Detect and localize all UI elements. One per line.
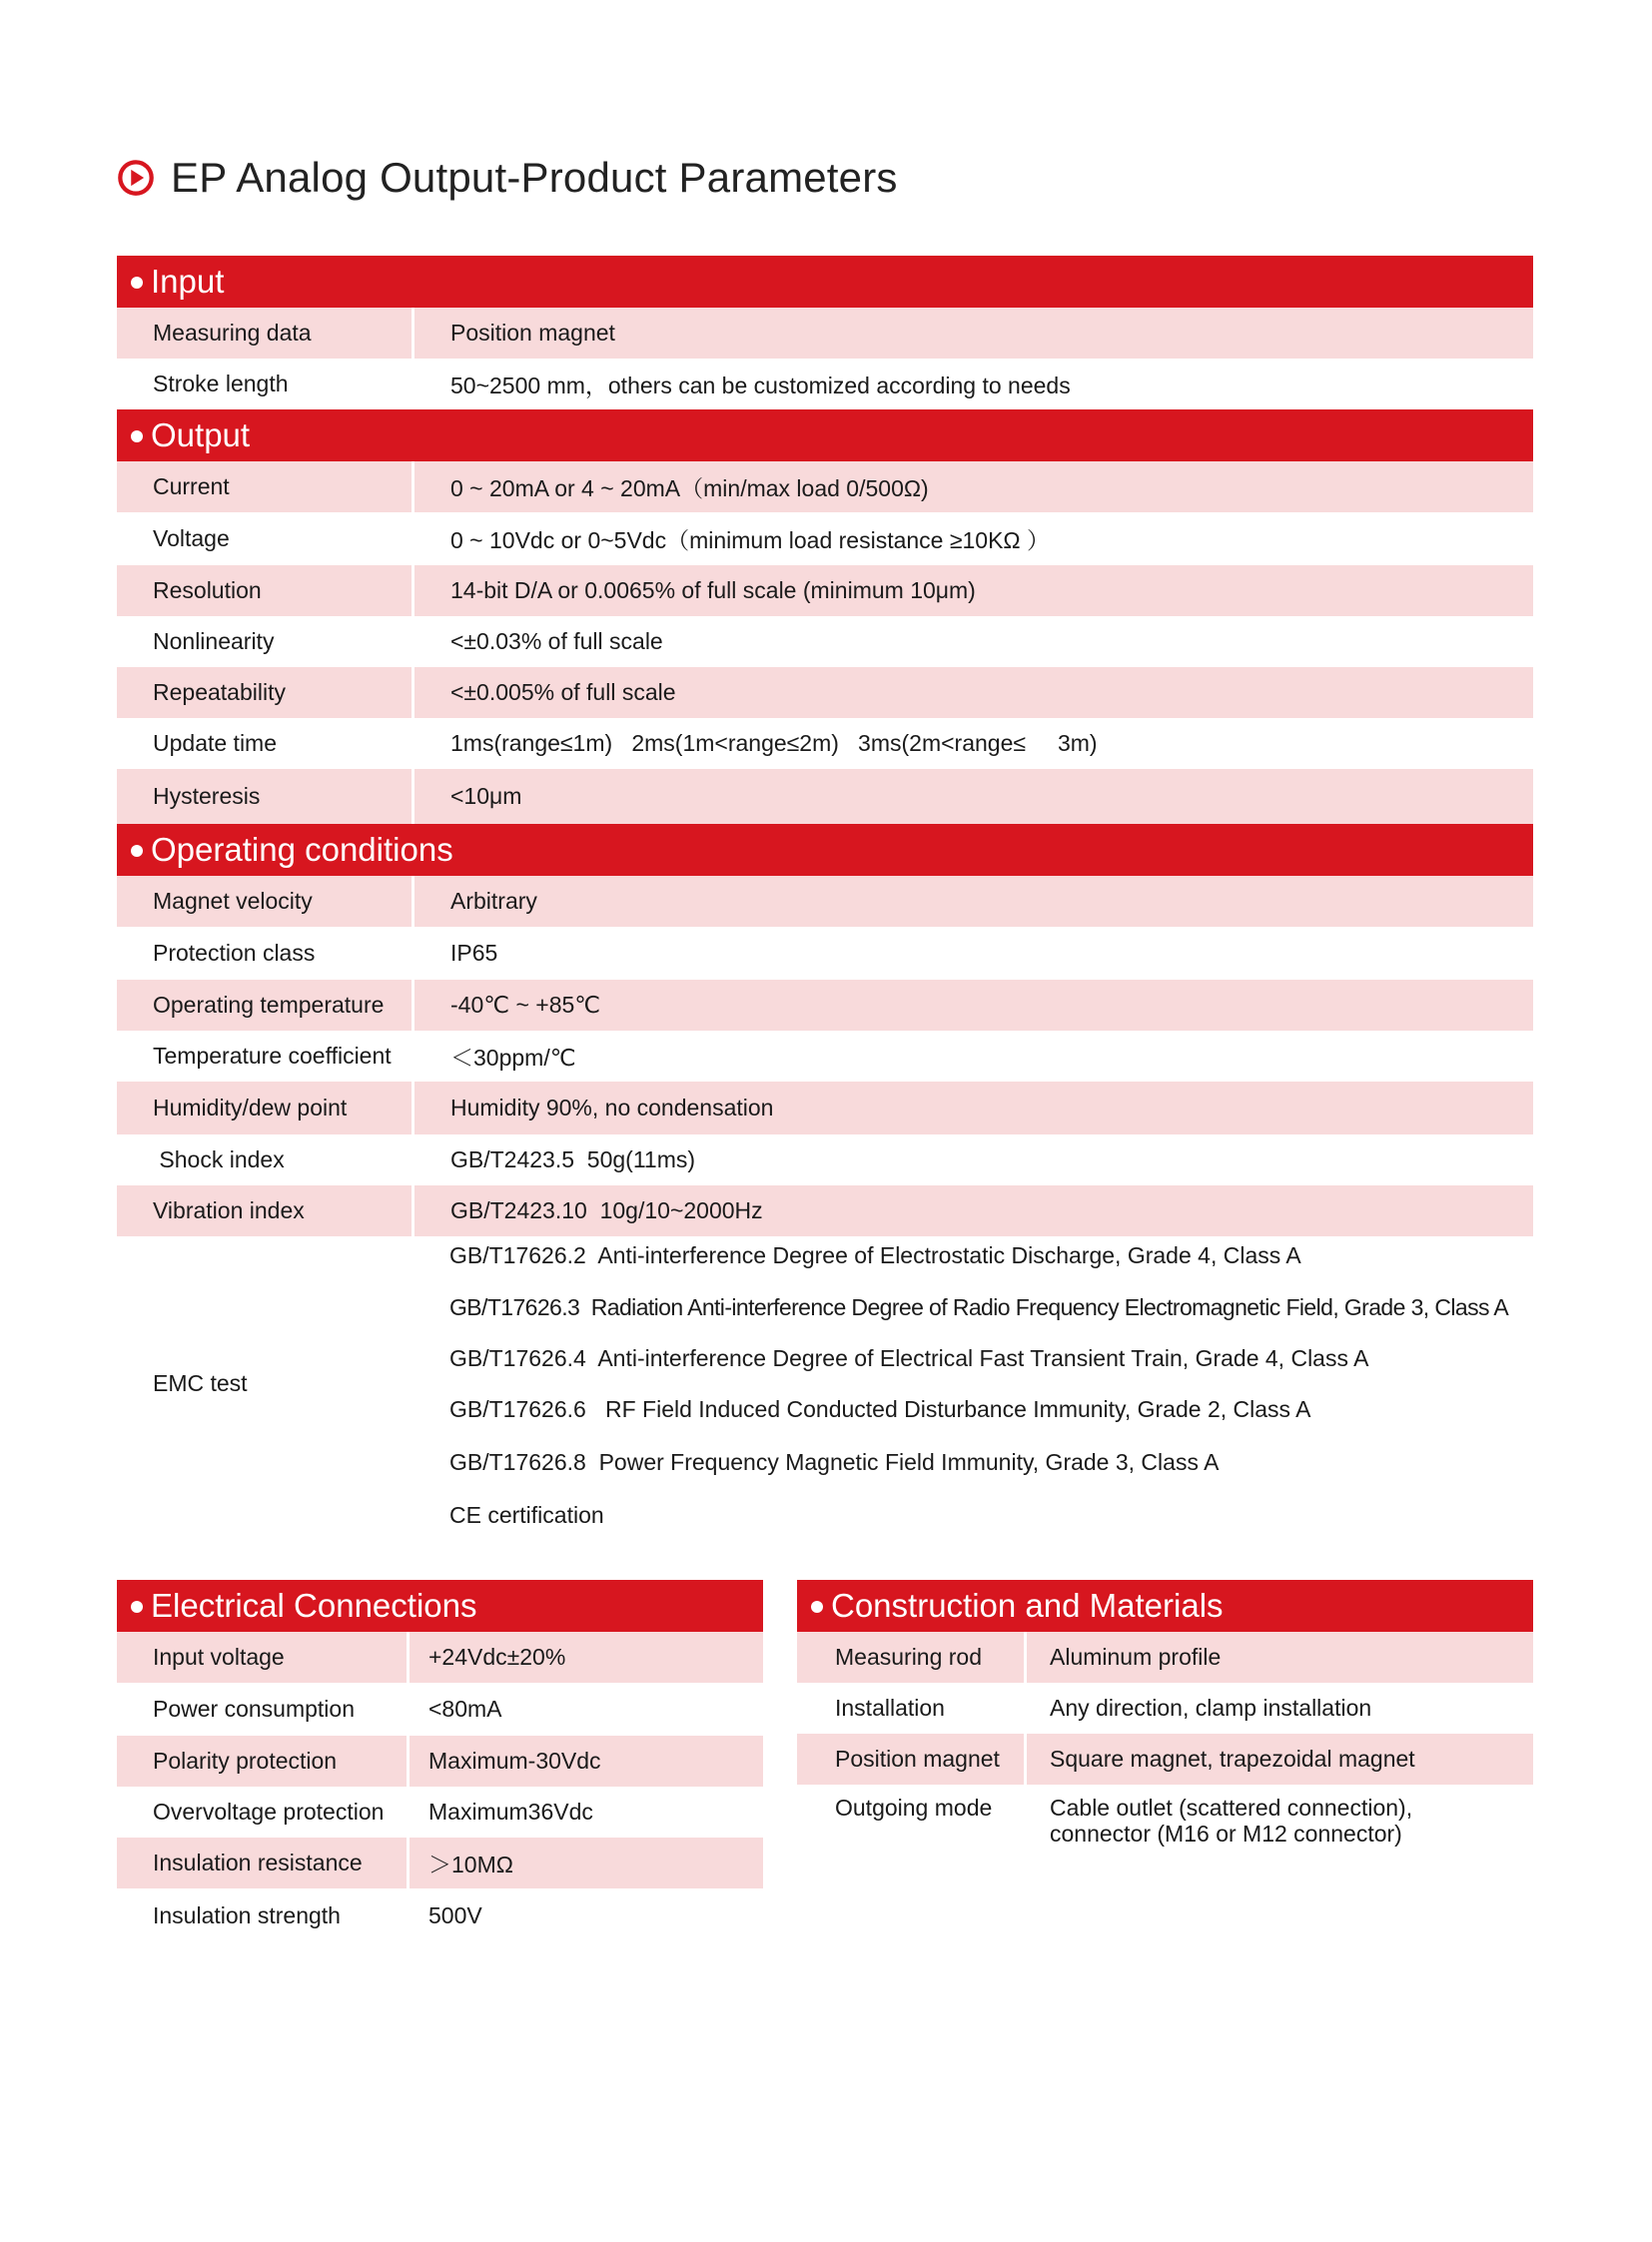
table-row [117,1683,763,1736]
row-label: Power consumption [153,1696,355,1722]
section-title: Output [151,416,251,453]
row-label: Stroke length [153,371,289,396]
page-title-text: EP Analog Output-Product Parameters [171,154,898,201]
section-title: Construction and Materials [831,1587,1224,1624]
row-value: Cable outlet (scattered connection), connector (M16 or M12 connector) [1050,1795,1413,1847]
row-value: ＞10MΩ [410,1838,763,1888]
emc-line: GB/T17626.8 Power Frequency Magnetic Field Immunity, Grade 3, Class A [449,1449,1220,1475]
row-value: <±0.03% of full scale [450,628,663,654]
section-title: Electrical Connections [151,1587,477,1624]
table-row [117,308,1533,359]
bullet-icon [131,277,143,289]
table-row [797,1683,1533,1734]
row-value: ＜30ppm/℃ [450,1045,576,1071]
bullet-icon [131,430,143,442]
row-value: Square magnet, trapezoidal magnet [1027,1734,1533,1785]
row-label: Current [117,461,412,512]
table-row [117,1031,1533,1082]
bullet-icon [131,845,143,857]
table-row [117,1134,1533,1185]
table-row [117,769,1533,824]
table-row [117,1082,1533,1134]
emc-test-label: EMC test [153,1370,248,1396]
emc-line: CE certification [449,1502,604,1528]
table-row [117,667,1533,718]
table-row [117,1632,763,1683]
table-row [117,1736,763,1787]
row-label: Measuring data [117,308,412,359]
section-title: Operating conditions [151,831,453,868]
row-label: Magnet velocity [117,876,412,927]
table-row [117,512,1533,565]
row-value: <80mA [428,1696,502,1722]
section-input-header [117,256,1533,308]
row-value: 50~2500 mm，others can be customized according to needs [450,373,1071,398]
row-value: <10μm [414,769,1533,824]
row-value: Maximum36Vdc [428,1799,593,1825]
row-value: Aluminum profile [1027,1632,1533,1683]
row-label: Outgoing mode [835,1795,993,1821]
section-output-header [117,409,1533,461]
row-value: Position magnet [414,308,1533,359]
row-label: Measuring rod [797,1632,1024,1683]
row-value: -40℃ ~ +85℃ [414,980,1533,1031]
table-row [797,1734,1533,1785]
row-label: Vibration index [117,1185,412,1236]
row-label: Position magnet [797,1734,1024,1785]
row-label: Insulation resistance [117,1838,407,1888]
emc-line: GB/T17626.3 Radiation Anti-interference Degree of Radio Frequency Electromagnetic Field, Grade 3, Class A [449,1294,1509,1320]
row-value: Maximum-30Vdc [410,1736,763,1787]
row-value: 14-bit D/A or 0.0065% of full scale (minimum 10μm) [414,565,1533,616]
row-value: 500V [428,1902,482,1928]
row-value: 0 ~ 10Vdc or 0~5Vdc（minimum load resistance ≥10KΩ ） [450,527,1050,553]
table-row [117,1787,763,1838]
row-label: Polarity protection [117,1736,407,1787]
section-operating-header [117,824,1533,876]
row-value: IP65 [450,940,498,966]
row-label: Operating temperature [117,980,412,1031]
section-title: Input [151,263,225,300]
table-row [117,718,1533,769]
table-row [117,565,1533,616]
row-label: Voltage [153,525,230,551]
table-row [117,876,1533,927]
row-label: Input voltage [117,1632,407,1683]
row-label: Installation [835,1695,945,1721]
table-row [117,927,1533,980]
row-value: GB/T2423.5 50g(11ms) [450,1146,696,1172]
bullet-icon [811,1601,823,1613]
row-label: Humidity/dew point [117,1082,412,1134]
table-row [117,359,1533,409]
row-value: 1ms(range≤1m) 2ms(1m<range≤2m) 3ms(2m<range≤ 3m) [450,730,1098,756]
row-label: Protection class [153,940,316,966]
emc-line: GB/T17626.2 Anti-interference Degree of Electrostatic Discharge, Grade 4, Class A [449,1242,1301,1268]
row-label: Update time [153,730,278,756]
row-label: Insulation strength [153,1902,341,1928]
row-label: Resolution [117,565,412,616]
row-value: <±0.005% of full scale [414,667,1533,718]
play-circle-icon [117,159,155,197]
row-label: Temperature coefficient [153,1043,392,1069]
emc-line: GB/T17626.4 Anti-interference Degree of Electrical Fast Transient Train, Grade 4, Class A [449,1345,1369,1371]
table-row [117,1888,763,1943]
table-row [797,1632,1533,1683]
row-label: Nonlinearity [153,628,275,654]
row-label: Shock index [153,1146,285,1172]
row-value: Humidity 90%, no condensation [414,1082,1533,1134]
page-title [117,148,898,208]
row-label: Repeatability [117,667,412,718]
bullet-icon [131,1601,143,1613]
section-construction-header [797,1580,1533,1632]
row-value: +24Vdc±20% [410,1632,763,1683]
table-row [117,1838,763,1888]
table-row [117,980,1533,1031]
emc-line: GB/T17626.6 RF Field Induced Conducted Disturbance Immunity, Grade 2, Class A [449,1396,1311,1422]
table-row [797,1785,1533,1847]
row-label: Overvoltage protection [153,1799,385,1825]
row-value: Arbitrary [414,876,1533,927]
table-row [117,616,1533,667]
table-row [117,1185,1533,1236]
row-label: Hysteresis [117,769,412,824]
section-electrical-header [117,1580,763,1632]
row-value: Any direction, clamp installation [1050,1695,1372,1721]
row-value: 0 ~ 20mA or 4 ~ 20mA（min/max load 0/500Ω) [414,461,1533,512]
table-row [117,461,1533,512]
row-value: GB/T2423.10 10g/10~2000Hz [414,1185,1533,1236]
